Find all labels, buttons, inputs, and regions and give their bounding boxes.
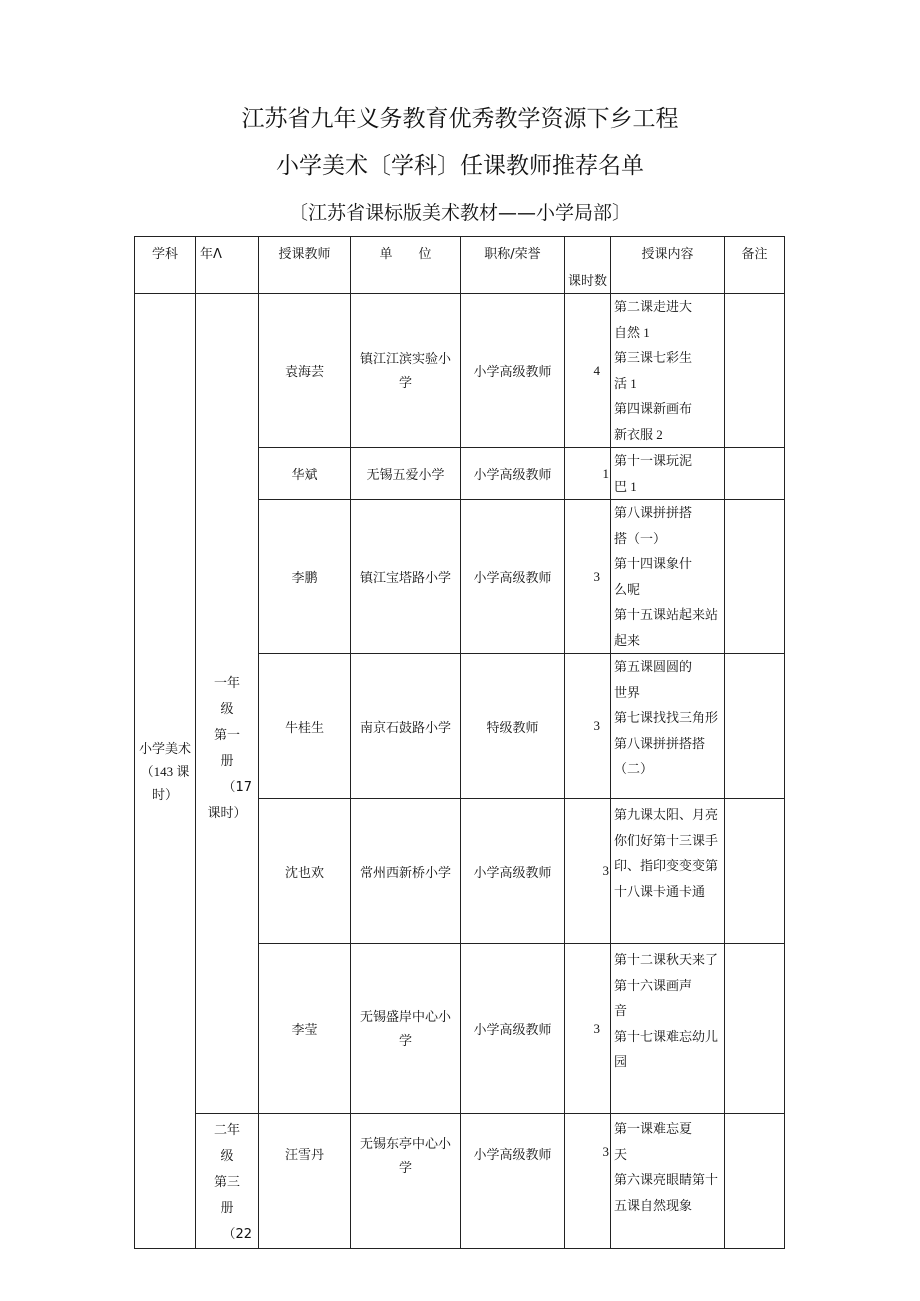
content-line: 第四课新画布 [614, 401, 693, 416]
content-line: 十八课卡通卡通 [614, 883, 706, 899]
grade-line: 第三 [213, 1175, 240, 1190]
content-cell [611, 500, 725, 654]
unit-cell [351, 944, 461, 1114]
header-title: 职称/荣誉 [461, 237, 565, 294]
document-title: 江苏省九年义务教育优秀教学资源下乡工程 [241, 106, 679, 132]
content-line: 天 [614, 1146, 628, 1162]
content-line: 五课自然现象 [614, 1197, 693, 1213]
content-line: 第十六课画声 [614, 977, 693, 993]
content-line: 新衣服 2 [614, 426, 663, 442]
content-line: 巴 1 [614, 478, 637, 494]
notes-cell [725, 294, 785, 448]
notes-cell [725, 448, 785, 500]
subject-line: 小学美术 [138, 740, 191, 756]
title-cell: 小学高级教师 [461, 500, 565, 654]
unit-text: 无锡盛岸中心小学 [359, 1008, 451, 1048]
notes-cell [725, 1114, 785, 1249]
header-subject: 学科 [135, 237, 196, 294]
grade-cell-1 [196, 294, 259, 1114]
grade-line: 级 [220, 701, 234, 717]
hours-cell: 3 [565, 944, 611, 1114]
unit-cell [351, 1114, 461, 1249]
content-line: 第十四课象什 [614, 556, 693, 571]
content-line: （二） [614, 761, 654, 776]
header-notes: 备注 [725, 237, 785, 294]
content-line: 印、指印变变变第 [614, 858, 719, 873]
content-line: 第十二课秋天来了 [614, 952, 719, 967]
grade-line: 级 [220, 1149, 234, 1164]
teacher-cell: 李鹏 [259, 500, 351, 654]
hours-cell: 1 [565, 448, 611, 500]
hours-cell: 3 [565, 500, 611, 654]
unit-cell: 常州西新桥小学 [351, 799, 461, 944]
hours-cell: 4 [565, 294, 611, 448]
content-cell [611, 294, 725, 448]
subject-line: （143 课 [140, 763, 190, 779]
content-line: 第八课拼拼搭 [614, 505, 693, 520]
hours-cell: 3 [565, 654, 611, 799]
notes-cell [725, 654, 785, 799]
content-cell [611, 799, 725, 944]
unit-cell: 镇江宝塔路小学 [351, 500, 461, 654]
header-content: 授课内容 [611, 237, 725, 294]
content-cell [611, 944, 725, 1114]
notes-cell [725, 500, 785, 654]
teacher-cell: 华斌 [259, 448, 351, 500]
content-line: 园 [614, 1054, 628, 1069]
document-subtitle: 小学美术〔学科〕任课教师推荐名单 [276, 153, 644, 179]
content-line: 第八课拼拼搭搭 [614, 735, 706, 751]
header-grade: 年Λ [196, 237, 259, 294]
notes-cell [725, 944, 785, 1114]
table-row [135, 294, 785, 448]
content-line: 么呢 [614, 581, 641, 597]
content-line: 自然 1 [614, 324, 650, 340]
teacher-cell: 沈也欢 [259, 799, 351, 944]
notes-cell [725, 799, 785, 944]
content-line: 第六课亮眼睛第十 [614, 1172, 719, 1187]
content-line: 第五课圆圆的 [614, 659, 693, 674]
grade-line: 第一 [213, 727, 240, 743]
title-cell: 小学高级教师 [461, 799, 565, 944]
content-line: 世界 [614, 684, 641, 700]
title-cell: 特级教师 [461, 654, 565, 799]
content-cell [611, 448, 725, 500]
content-line: 第十七课难忘幼儿 [614, 1028, 719, 1044]
grade-line: 一年 [213, 675, 240, 691]
content-line: 第七课找找三角形 [614, 710, 719, 725]
teacher-cell: 袁海芸 [259, 294, 351, 448]
grade-line: 册 [220, 1201, 234, 1216]
header-unit: 单 位 [351, 237, 461, 294]
content-line: 第九课太阳、月亮 [614, 807, 719, 822]
content-line: 第十五课站起来站 [614, 607, 719, 622]
grade-line: 课时） [207, 805, 247, 821]
table-header-row [135, 237, 785, 294]
teacher-cell: 李莹 [259, 944, 351, 1114]
grade-line: 册 [220, 753, 234, 769]
title-cell: 小学高级教师 [461, 448, 565, 500]
content-line: 第一课难忘夏 [614, 1121, 693, 1136]
unit-text: 无锡东亭中心小学 [359, 1136, 451, 1175]
unit-cell [351, 294, 461, 448]
content-line: 音 [614, 1003, 628, 1018]
teacher-cell: 汪雪丹 [259, 1114, 351, 1249]
grade-line: （17 [222, 779, 252, 795]
grade-line: （22 [222, 1227, 252, 1242]
teacher-cell: 牛桂生 [259, 654, 351, 799]
content-line: 第三课七彩生 [614, 350, 693, 365]
content-line: 第十一课玩泥 [614, 453, 693, 468]
content-cell [611, 1114, 725, 1249]
header-hours: 课时数 [565, 237, 611, 294]
content-line: 你们好第十三课手 [614, 832, 719, 848]
hours-cell: 3 [565, 1114, 611, 1249]
title-cell: 小学高级教师 [461, 944, 565, 1114]
grade-line: 二年 [213, 1123, 240, 1138]
content-line: 第二课走进大 [614, 299, 693, 314]
subject-cell [135, 294, 196, 1249]
title-cell: 小学高级教师 [461, 294, 565, 448]
table-row [135, 1114, 785, 1249]
teacher-table [134, 236, 785, 1249]
subject-line: 时） [151, 786, 178, 802]
content-line: 活 1 [614, 375, 637, 391]
header-teacher: 授课教师 [259, 237, 351, 294]
unit-text: 镇江江滨实验小学 [359, 350, 451, 390]
unit-cell: 南京石鼓路小学 [351, 654, 461, 799]
content-line: 搭（一） [614, 530, 667, 546]
content-line: 起来 [614, 632, 641, 648]
hours-cell: 3 [565, 799, 611, 944]
title-cell: 小学高级教师 [461, 1114, 565, 1249]
unit-cell: 无锡五爱小学 [351, 448, 461, 500]
document-scope: 〔江苏省课标版美术教材——小学局部〕 [288, 202, 631, 224]
grade-cell-2 [196, 1114, 259, 1249]
content-cell [611, 654, 725, 799]
